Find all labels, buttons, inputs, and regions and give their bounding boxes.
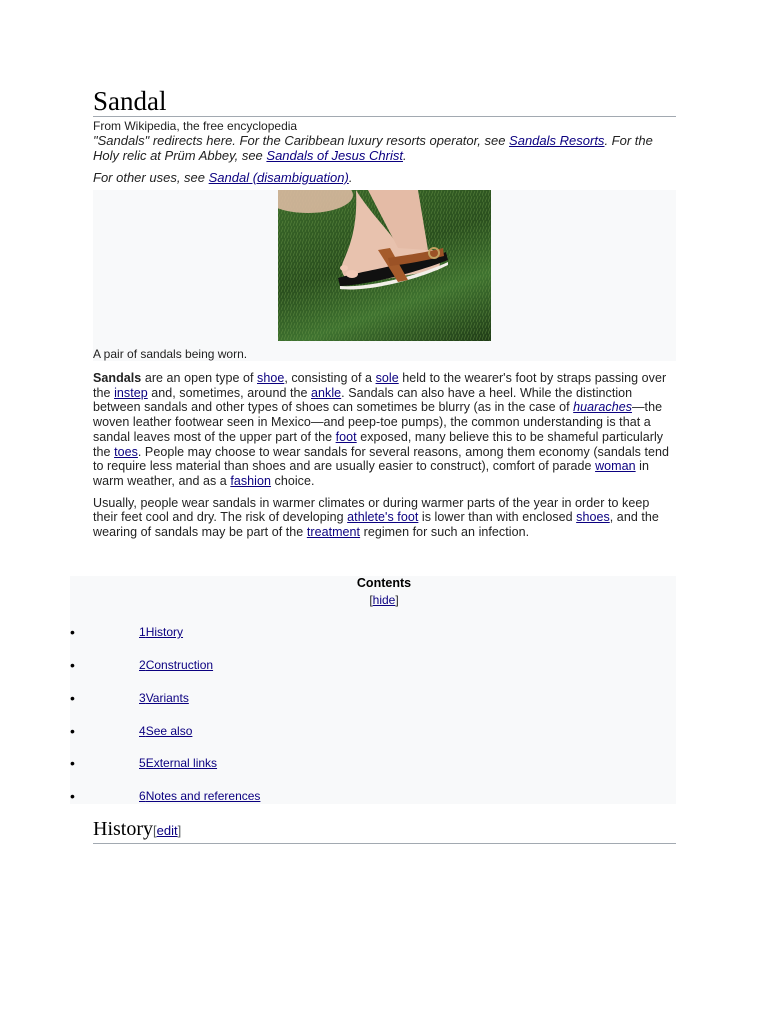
link-sandals-of-jesus-christ[interactable]: Sandals of Jesus Christ [266,148,403,163]
section-heading-history: History[edit] [93,817,676,844]
link-sole[interactable]: sole [375,371,399,385]
bullet-icon: • [70,624,75,640]
toc-link-variants[interactable]: 3Variants [139,691,189,705]
link-shoes[interactable]: shoes [576,510,610,525]
link-instep[interactable]: instep [114,385,148,400]
toc-link-external-links[interactable]: 5External links [139,756,218,770]
link-sandal-disambiguation[interactable]: Sandal (disambiguation) [208,170,349,185]
sandal-photo[interactable] [278,190,491,341]
toc-link-notes-and-references[interactable]: 6Notes and references [139,789,261,803]
hatnote-redirect: "Sandals" redirects here. For the Caribbean luxury resorts operator, see Sandals Resorts. For the Holy relic at Prüm Abbey, see Sandals of Jesus Christ. [93,133,653,163]
link-sandals-resorts[interactable]: Sandals Resorts [509,133,605,148]
section-edit: [edit] [153,823,182,838]
link-athletes-foot[interactable]: athlete's foot [347,510,419,525]
link-huaraches[interactable]: huaraches [573,400,632,415]
edit-history-link[interactable]: edit [156,823,178,838]
link-ankle[interactable]: ankle [311,385,342,400]
toc-link-construction[interactable]: 2Construction [139,658,214,672]
paragraph-intro: Sandals are an open type of shoe, consisting of a sole held to the wearer's foot by straps passing over the instep and, sometimes, around the ankle. Sandals can also have a heel. While the distinction between sandals and other types of shoes can sometimes be blurry (as in the case of huaraches—the woven leather footwear seen in Mexico—and peep-toe pumps), the common understanding is that a sandal leaves most of the upper part of the foot exposed, many believe this to be shameful particularly the toes. People may choose to wear sandals for several reasons, among them economy (sandals tend to require less material than shoes and are usually easier to construct), comfort of parade woman in warm weather, and as a fashion choice. [93,371,670,488]
link-fashion[interactable]: fashion [230,473,272,488]
link-toes[interactable]: toes [114,444,138,459]
bullet-icon: • [70,755,75,771]
paragraph-usage: Usually, people wear sandals in warmer climates or during warmer parts of the year in order to keep their feet cool and dry. The risk of developing athlete's foot is lower than with enclosed shoes, and the wearing of sandals may be part of the treatment regimen for such an infection. [93,495,659,540]
toc-hide-link[interactable]: hide [372,593,396,607]
bold-term: Sandals [93,371,142,385]
hatnote-other-uses: For other uses, see Sandal (disambiguation). [93,170,353,185]
link-treatment[interactable]: treatment [306,525,361,540]
article-body [93,86,676,540]
bullet-icon: • [70,723,75,739]
bullet-icon: • [70,690,75,706]
infobox-figure [93,190,676,361]
toc-link-see-also[interactable]: 4See also [139,724,193,738]
figure-caption: A pair of sandals being worn. [93,347,248,361]
table-of-contents [70,576,676,804]
link-shoe[interactable]: shoe [257,371,285,385]
sandal-photo-illustration [278,190,491,341]
bullet-icon: • [70,657,75,673]
toc-toggle: [hide] [369,593,399,607]
toc-link-history[interactable]: 1History [139,625,184,639]
page-title: Sandal [93,86,676,117]
link-woman[interactable]: woman [595,459,636,474]
toc-title: Contents [356,576,412,590]
tagline: From Wikipedia, the free encyclopedia [93,119,298,133]
link-foot[interactable]: foot [335,429,357,444]
bullet-icon: • [70,788,75,804]
